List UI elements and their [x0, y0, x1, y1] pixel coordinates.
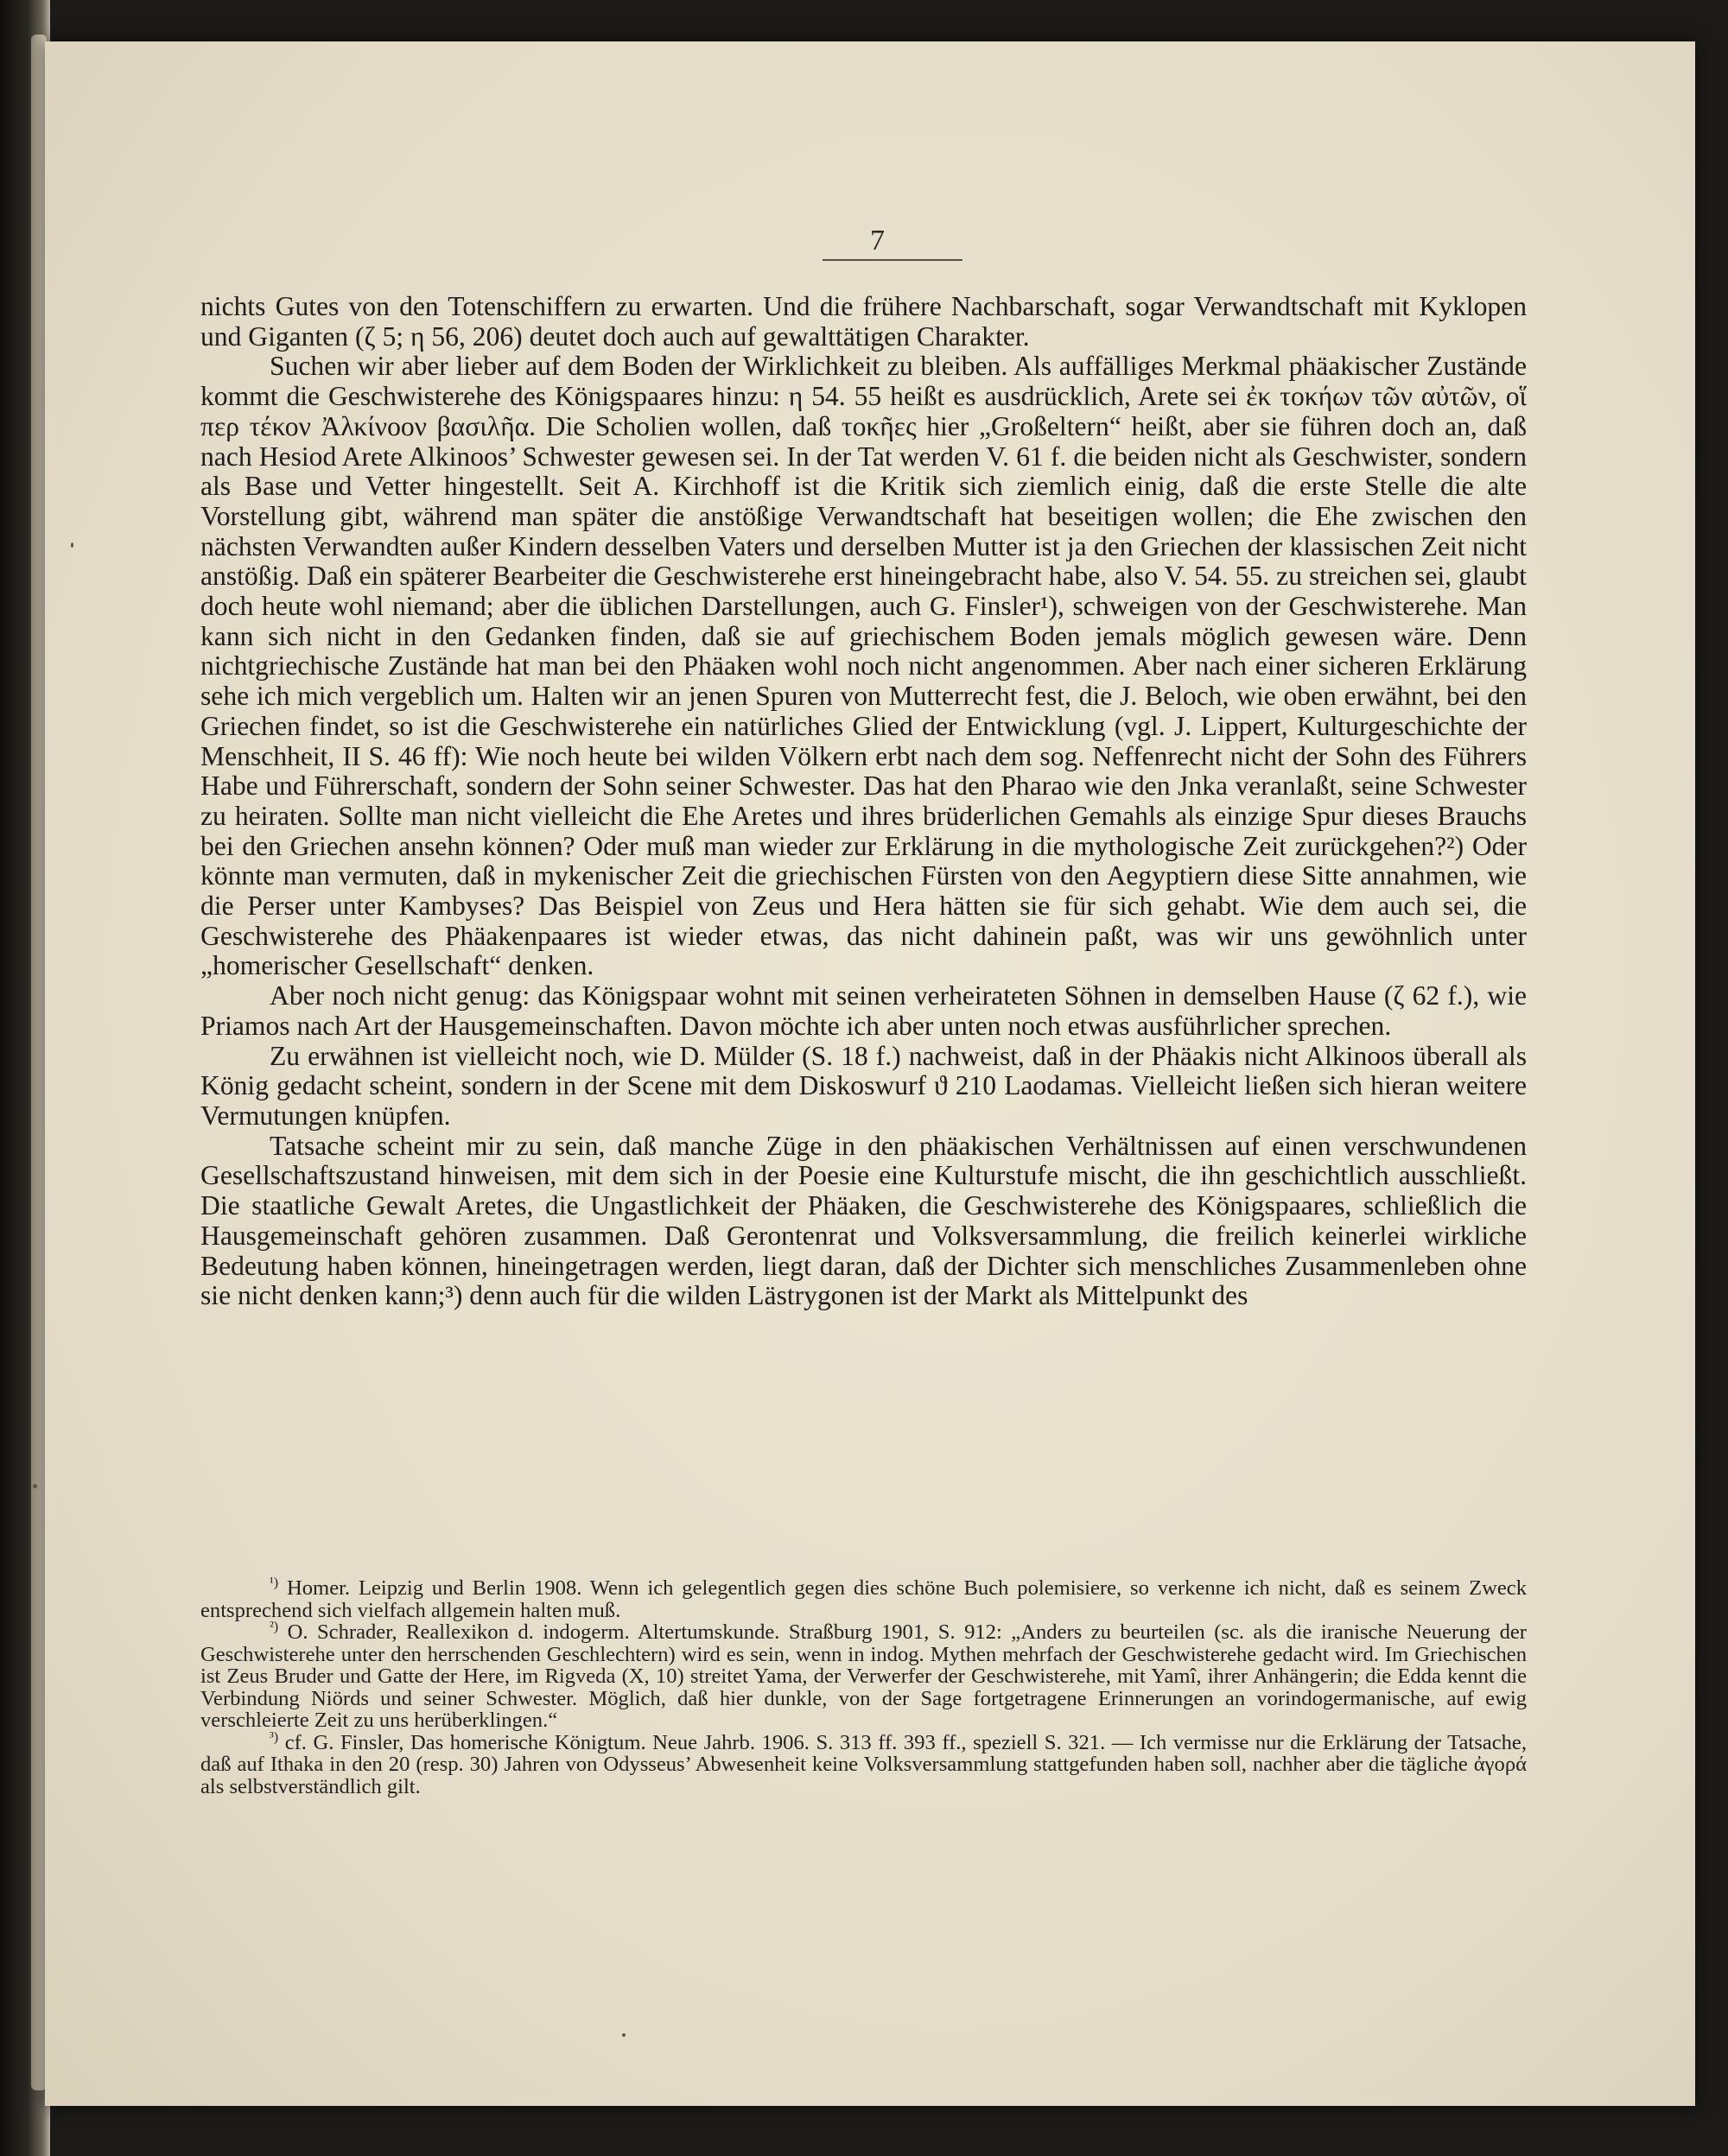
footnotes: [200, 1577, 1527, 1798]
body-text: [200, 292, 1527, 1311]
footnote-text: Homer. Leipzig und Berlin 1908. Wenn ich gelegentlich gegen dies schöne Buch polemisiere, so verkenne ich nicht, daß es seinem Zweck entsprechend sich vielfach allgemein halten muß.: [200, 1576, 1528, 1622]
paper-speck: [33, 1484, 37, 1488]
paragraph: Aber noch nicht genug: das Königspaar wohnt mit seinen verheirateten Söhnen in demselben Hause (ζ 62 f.), wie Priamos nach Art der Hausgemeinschaften. Davon möchte ich aber unten noch etwas ausführlicher sprechen.: [200, 980, 1527, 1041]
footnote-text: cf. G. Finsler, Das homerische Königtum. Neue Jahrb. 1906. S. 313 ff. 393 ff., speziell S. 321. — Ich vermisse nur die Erklärung der Tatsache, daß auf Ithaka in den 20 (resp. 30) Jahren von Odysseus’ Abwesenheit keine Volksversammlung stattgefunden haben soll, nachher aber die tägliche ἀγορά als selbstverständlich gilt.: [200, 1730, 1527, 1798]
paragraph: Suchen wir aber lieber auf dem Boden der Wirklichkeit zu bleiben. Als auffälliges Merkmal phäakischer Zustände kommt die Geschwisterehe des Königspaares hinzu: η 54. 55 heißt es ausdrücklich, Arete sei ἐκ τοκήων τῶν αὐτῶν, οἵ περ τέκον Ἀλκίνοον βασιλῆα. Die Scholien wollen, daß τοκῆες hier „Großeltern“ heißt, aber sie führen doch an, daß nach Hesiod Arete Alkinoos’ Schwester gewesen sei. In der Tat werden V. 61 f. die beiden nicht als Geschwister, sondern als Base und Vetter hingestellt. Seit A. Kirchhoff ist die Kritik sich ziemlich einig, daß die erste Stelle die alte Vorstellung gibt, während man später die anstößige Verwandtschaft hat beseitigen wollen; die Ehe zwischen den nächsten Verwandten außer Kindern desselben Vaters und derselben Mutter ist ja den Griechen der klassischen Zeit nicht anstößig. Daß ein späterer Bearbeiter die Geschwisterehe erst hineingebracht habe, also V. 54. 55. zu streichen sei, glaubt doch heute wohl niemand; aber die üblichen Darstellungen, auch G. Finsler¹), schweigen von der Geschwisterehe. Man kann sich nicht in den Gedanken finden, daß sie auf griechischem Boden jemals möglich gewesen wäre. Denn nichtgriechische Zustände hat man bei den Phäaken wohl noch nicht angenommen. Aber nach einer sicheren Erklärung sehe ich mich vergeblich um. Halten wir an jenen Spuren von Mutterrecht fest, die J. Beloch, wie oben erwähnt, bei den Griechen findet, so ist die Geschwisterehe ein natürliches Glied der Entwicklung (vgl. J. Lippert, Kulturgeschichte der Menschheit, II S. 46 ff): Wie noch heute bei wilden Völkern erbt nach dem sog. Neffenrecht nicht der Sohn des Führers Habe und Führerschaft, sondern der Sohn seiner Schwester. Das hat den Pharao wie den Jnka veranlaßt, seine Schwester zu heiraten. Sollte man nicht vielleicht die Ehe Aretes und ihres brüderlichen Gemahls als einzige Spur dieses Brauchs bei den Griechen ansehn können? Oder muß man wieder zur Erklärung in die mythologische Zeit zurückgehen?²) Oder könnte man vermuten, daß in mykenischer Zeit die griechischen Fürsten von den Aegyptiern diese Sitte annahmen, wie die Perser unter Kambyses? Das Beispiel von Zeus und Hera hätten sie für sich gehabt. Wie dem auch sei, die Geschwisterehe des Phäakenpaares ist wieder etwas, das nicht dahinein paßt, was wir uns gewöhnlich unter „homerischer Gesellschaft“ denken.: [200, 351, 1527, 981]
page-number: 7: [870, 225, 885, 257]
page-number-rule: [823, 259, 962, 261]
paper-speck: [622, 2033, 626, 2037]
book-page: [45, 41, 1695, 2106]
paragraph: nichts Gutes von den Totenschiffern zu erwarten. Und die frühere Nachbarschaft, sogar Verwandtschaft mit Kyklopen und Giganten (ζ 5; η 56, 206) deutet doch auch auf gewalttätigen Charakter.: [200, 291, 1527, 352]
footnote: [200, 1729, 1527, 1798]
footnote: [200, 1577, 1527, 1621]
footnote-text: O. Schrader, Reallexikon d. indogerm. Altertumskunde. Straßburg 1901, S. 912: „Anders zu beurteilen (sc. als die iranische Neuerung der Geschwisterehe unter den herrschenden Geschlechtern) wird es sein, wenn in indog. Mythen mehrfach der Geschwisterehe gedacht wird. Im Griechischen ist Zeus Bruder und Gatte der Here, im Rigveda (X, 10) streitet Yama, der Verwerfer der Geschwisterehe, mit Yamî, ihrer Anhängerin; die Edda kennt die Verbindung Niörds und seiner Schwester. Möglich, daß hier dunkle, von der Sage fortgetragene Erinnerungen an vorindogermanische, auf ewig verschleierte Zeit zu uns herüberklingen.“: [200, 1620, 1527, 1732]
footnote-mark: ¹): [270, 1575, 279, 1590]
paragraph: Zu erwähnen ist vielleicht noch, wie D. Mülder (S. 18 f.) nachweist, daß in der Phäakis nicht Alkinoos überall als König gedacht scheint, sondern in der Scene mit dem Diskoswurf ϑ 210 Laodamas. Vielleicht ließen sich hieran weitere Vermutungen knüpfen.: [200, 1040, 1527, 1131]
footnote-mark: ²): [270, 1619, 279, 1634]
footnote: [200, 1621, 1527, 1732]
paper-speck: [71, 542, 73, 548]
footnote-mark: ³): [270, 1729, 279, 1745]
paragraph: Tatsache scheint mir zu sein, daß manche Züge in den phäakischen Verhältnissen auf einen verschwundenen Gesellschaftszustand hinweisen, mit dem sich in der Poesie eine Kulturstufe mischt, die ihn geschichtlich ausschließt. Die staatliche Gewalt Aretes, die Ungastlichkeit der Phäaken, die Geschwisterehe des Königspaares, schließlich die Hausgemeinschaft gehören zusammen. Daß Gerontenrat und Volksversammlung, die freilich keinerlei wirkliche Bedeutung haben können, hineingetragen werden, liegt daran, daß der Dichter sich menschliches Zusammenleben ohne sie nicht denken kann;³) denn auch für die wilden Lästrygonen ist der Markt als Mittelpunkt des: [200, 1130, 1527, 1311]
